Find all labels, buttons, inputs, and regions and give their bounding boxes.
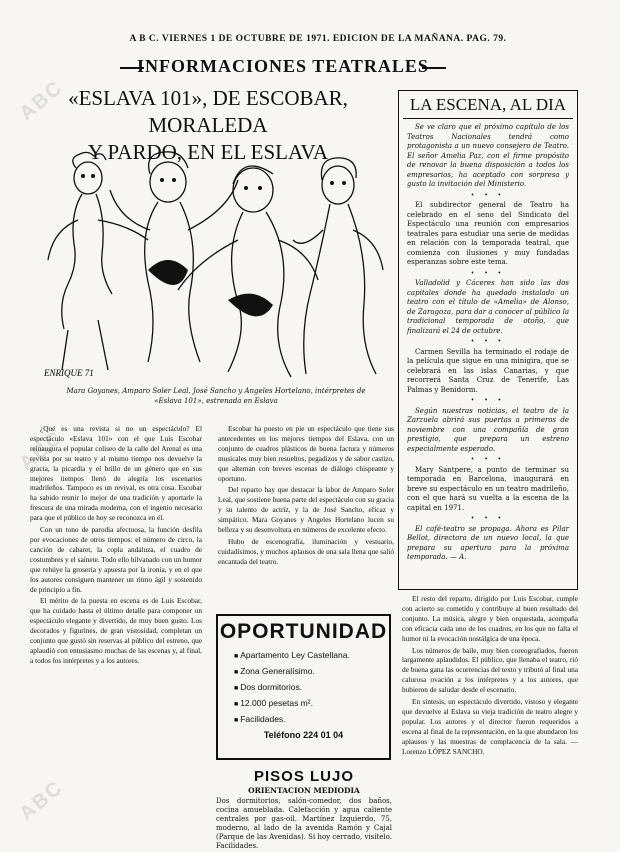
sidebar-separator: • • •	[470, 338, 506, 345]
watermark-bottom: ABC	[15, 776, 68, 825]
headline-line-2: Y PARDO, EN EL ESLAVA	[87, 140, 329, 164]
column-2-paragraph: Hubo de escenografía, iluminación y vestuario, cuidadísimos, y muchos aplausos de una sala llena que salió encantada del teatro.	[218, 536, 394, 566]
sidebar-item: Carmen Sevilla ha terminado el rodaje de la película que sigue en una minigira, que se celebrará en las islas Canarias, y que recorrerá Santa Cruz de Tenerife, Las Palmas y Benidorm.	[407, 347, 569, 394]
illustration-caption	[36, 386, 396, 406]
advert-feature-list	[234, 648, 389, 728]
sidebar-item: Valladolid y Cáceres han sido las dos capitales donde ha quedado instalado un teatro con el título de «Amelia» de Alonso, de Zaragoza, para dar a conocer al público la tradicional temporada de otoño, que finalizará el 24 de octubre.	[407, 279, 569, 335]
caption-line-2: «Eslava 101», estrenada en Eslava	[154, 397, 278, 405]
column-1-paragraph: El mérito de la puesta en escena es de Luis Escobar, que ha cuidado hasta el último detalle para componer un espectáculo elegante y divertido, de muy buen gusto. Los decorados y figurines, de gran vistosidad, completan un conjunto que gustó sin reservas al público del estreno, que aplaudió con entusiasmo muchas de las escenas y, al final, a todos los intérpretes y a los autores.	[30, 596, 202, 665]
caption-line-1: Mara Goyanes, Amparo Soler Leal, José Sancho y Angeles Hortelano, intérpretes de	[66, 387, 366, 395]
oportunidad-advert	[216, 614, 391, 760]
column-2-paragraph: Escobar ha puesto en pie un espectáculo que tiene sus antecedentes en los mejores tiempos del Eslava, con un conjunto de cuadros plásticos de buena factura y números musicales muy bien resueltos, pegadizos y de sabor castizo, que alternan con breves escenas de diálogo chispeante y oportuno.	[218, 424, 394, 483]
advert-feature: ■ Facilidades.	[234, 712, 389, 728]
sidebar-separator: • • •	[470, 269, 506, 277]
advert-title: OPORTUNIDAD	[219, 620, 388, 643]
sidebar-separator: • • •	[470, 191, 506, 199]
sidebar-body	[399, 119, 577, 563]
advert-feature: ■ 12.000 pesetas m².	[234, 696, 389, 712]
drawing-signature	[43, 368, 94, 378]
drawing-signature-text: ENRIQUE 71	[44, 368, 94, 378]
watermark-middle: ABC	[15, 426, 68, 475]
sidebar-item: El subdirector general de Teatro ha celebrado en el seno del Sindicato del Espectáculo una reunión con empresarios teatrales para estudiar una serie de medidas en relación con la temporada teatral, que comienza con ilusiones y muy fundadas esperanzas sobre este tema.	[407, 201, 569, 266]
sidebar-item: El café-teatro se propaga. Ahora es Pilar Bellot, directora de un nuevo local, la que prepara su apertura para la próxima temporada. — A.	[407, 524, 569, 561]
article-column-3	[402, 594, 578, 844]
article-column-1	[30, 424, 202, 844]
column-2-paragraph: Del reparto hay que destacar la labor de Amparo Soler Leal, que sostiene buena parte del espectáculo con su gracia y su talento de actriz, y la de José Sancho, eficaz y simpático. Mara Goyanes y Angeles Hortelano lucen su belleza y su desenvoltura en números de excelente efecto.	[218, 485, 394, 535]
column-3-paragraph: El resto del reparto, dirigido por Luis Escobar, cumple con acierto su cometido y contribuye al buen resultado del conjunto. La música, alegre y bien orquestada, acompaña con eficacia cada uno de los cuadros, en los que no falta el humor ni la evocación nostálgica de una época.	[402, 594, 578, 643]
sidebar-item: Según nuestras noticias, el teatro de la Zarzuela abrirá sus puertas a primeros de noviembre con una compañía de gran prestigio, que prepara un estreno especialmente esperado.	[407, 406, 569, 453]
headline-line-1: «ESLAVA 101», DE ESCOBAR, MORALEDA	[68, 86, 348, 137]
sidebar-separator: • • •	[470, 456, 506, 463]
la-escena-al-dia-box	[398, 90, 578, 590]
pisos-body: Dos dormitorios, salón-comedor, dos baños, cocina amueblada. Calefacción y agua caliente centrales por gas-oil. Martínez Izquierdo, 75, moderno, al lado de la avenida Ramón y Cajal (Parque de las Avenidas). Si hoy cerrado, visítelo. Facilidades.	[216, 797, 392, 850]
pisos-title: PISOS LUJO	[253, 768, 355, 785]
advert-feature: ■ Apartamento Ley Castellana.	[234, 648, 389, 664]
advert-phone: Teléfono 224 01 04	[263, 730, 344, 740]
watermark-top: ABC	[15, 76, 68, 125]
pisos-subtitle: ORIENTACION MEDIODIA	[248, 786, 360, 795]
theatre-illustration	[38, 150, 390, 385]
advert-feature: ■ Zona Generalísimo.	[234, 664, 389, 680]
pisos-lujo-advert	[216, 768, 392, 850]
column-3-paragraph: En síntesis, un espectáculo divertido, vistoso y elegante que devuelve al Eslava su vieja tradición de teatro alegre y popular. Los autores y el director fueron requeridos a escena al final de la representación, en la que abundaron los aplausos y las muestras de complacencia de la sala. — Lorenzo LÓPEZ SANCHO.	[402, 697, 578, 756]
column-1-paragraph: Con un tono de parodia afectuosa, la función desfila por evocaciones de otros tiempos: el número de circo, la canción de cabaret, la copla andaluza, el cuadro de costumbres y el sainete. Todo ello hilvanado con un humor que rehúye la grosería y apuesta por la ironía, y en el que los autores consiguen mantener un ritmo ágil y sostenido de principio a fin.	[30, 525, 202, 594]
article-column-2	[218, 424, 394, 606]
sidebar-item: Mary Santpere, a punto de terminar su temporada en Barcelona, inaugurará en breve su espectáculo en un teatro madrileño, con el que hará su vuelta a la escena de la capital en 1971.	[407, 465, 569, 512]
sidebar-title: LA ESCENA, AL DIA	[403, 91, 573, 119]
sidebar-separator: • • •	[470, 397, 506, 404]
sidebar-item: Se ve claro que el próximo capítulo de los Teatros Nacionales tendrá como protagonista a un nuevo consejero de Teatro. El señor Amelia Paz, con el firme propósito de renovar la buena disposición a todos los empresarios, ha aceptado con sorpresa y gusto la invitación del Ministerio.	[407, 123, 569, 188]
column-3-paragraph: Los números de baile, muy bien coreografiados, fueron largamente aplaudidos. El público, que llenaba el teatro, rió de buena gana las ocurrencias del texto y tributó al final una calurosa ovación a los intérpretes y a los autores, que hubieron de saludar desde el escenario.	[402, 645, 578, 695]
page-header: A B C. VIERNES 1 DE OCTUBRE DE 1971. EDICION DE LA MAÑANA. PAG. 79.	[129, 34, 507, 44]
advert-feature: ■ Dos dormitorios.	[234, 680, 389, 696]
section-title: INFORMACIONES TEATRALES	[118, 56, 448, 77]
column-1-paragraph: ¿Qué es una revista si no un espectáculo? El espectáculo «Eslava 101» con el que Luis Escobar reinaugura el popular coliseo de la calle del Arenal es una revista por su teatro y al mismo tiempo nos devuelve la gracia, la picardía y el brillo de un género que en sus mejores tiempos llenó de alegría los escenarios madrileños. Tampoco es un revival, es otra cosa. Escobar ha sabido reunir lo mejor de una tradición y aportarle la frescura de una mirada moderna, con el ingenio necesario para que el público de hoy se reconozca en él.	[30, 424, 202, 523]
sidebar-separator: • • •	[470, 515, 506, 522]
